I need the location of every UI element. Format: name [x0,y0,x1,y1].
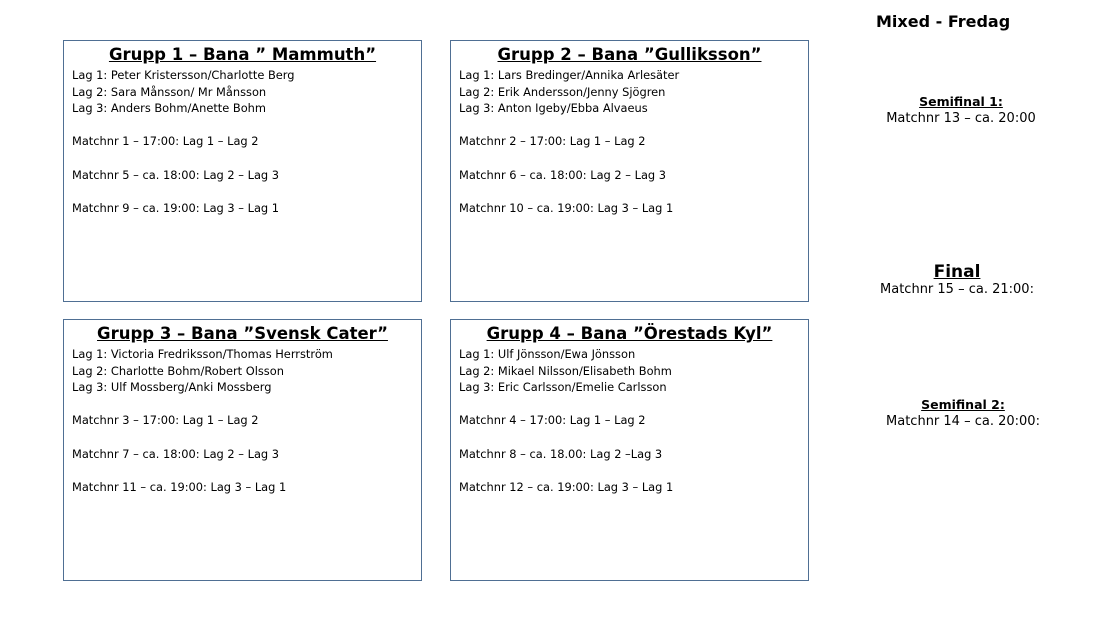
group-2-box [450,40,809,302]
team-line: Lag 1: Lars Bredinger/Annika Arlesäter [459,68,680,82]
team-line: Lag 2: Charlotte Bohm/Robert Olsson [72,363,284,378]
match-line: Matchnr 9 – ca. 19:00: Lag 3 – Lag 1 [72,200,280,215]
match-line: Matchnr 3 – 17:00: Lag 1 – Lag 2 [72,413,259,428]
match-line: Matchnr 7 – ca. 18:00: Lag 2 – Lag 3 [72,446,280,461]
match-line: Matchnr 11 – ca. 19:00: Lag 3 – Lag 1 [72,479,287,494]
match-line: Matchnr 5 – ca. 18:00: Lag 2 – Lag 3 [72,167,280,182]
group-title: Grupp 1 – Bana ” Mammuth” [108,45,377,64]
group-title: Grupp 2 – Bana ”Gulliksson” [497,45,762,64]
semifinal-1-block [870,94,1052,126]
final-label: Final [933,262,981,282]
group-4-box [450,319,809,581]
match-line: Matchnr 8 – ca. 18.00: Lag 2 –Lag 3 [459,446,663,461]
team-line: Lag 2: Sara Månsson/ Mr Månsson [72,84,267,99]
team-line: Lag 3: Ulf Mossberg/Anki Mossberg [72,380,272,395]
semifinal-2-match: Matchnr 14 – ca. 20:00: [886,414,1040,429]
team-line: Lag 3: Anders Bohm/Anette Bohm [72,101,266,116]
match-line: Matchnr 1 – 17:00: Lag 1 – Lag 2 [72,134,259,149]
match-line: Matchnr 2 – 17:00: Lag 1 – Lag 2 [459,134,646,149]
match-line: Matchnr 6 – ca. 18:00: Lag 2 – Lag 3 [459,167,667,182]
semifinal-1-label: Semifinal 1: [919,94,1003,109]
team-line: Lag 3: Anton Igeby/Ebba Alvaeus [459,101,648,116]
match-line: Matchnr 10 – ca. 19:00: Lag 3 – Lag 1 [459,200,674,215]
group-1-box [63,40,422,302]
team-line: Lag 1: Ulf Jönsson/Ewa Jönsson [459,347,636,361]
group-title: Grupp 3 – Bana ”Svensk Cater” [97,324,388,343]
match-list [72,133,413,216]
team-line: Lag 2: Erik Andersson/Jenny Sjögren [459,84,666,99]
match-line: Matchnr 12 – ca. 19:00: Lag 3 – Lag 1 [459,479,674,494]
match-line: Matchnr 4 – 17:00: Lag 1 – Lag 2 [459,413,646,428]
final-block [866,262,1048,297]
match-list [459,133,800,216]
team-line: Lag 1: Peter Kristersson/Charlotte Berg [72,68,295,82]
group-title: Grupp 4 – Bana ”Örestads Kyl” [486,324,773,343]
team-line: Lag 1: Victoria Fredriksson/Thomas Herrström [72,347,333,361]
group-3-box [63,319,422,581]
match-list [459,412,800,495]
semifinal-2-block [872,397,1054,429]
semifinal-1-match: Matchnr 13 – ca. 20:00 [886,111,1036,126]
final-match: Matchnr 15 – ca. 21:00: [880,282,1034,297]
semifinal-2-label: Semifinal 2: [921,397,1005,412]
team-line: Lag 2: Mikael Nilsson/Elisabeth Bohm [459,363,672,378]
team-line: Lag 3: Eric Carlsson/Emelie Carlsson [459,380,667,395]
match-list [72,412,413,495]
page-title: Mixed - Fredag [876,12,1011,31]
